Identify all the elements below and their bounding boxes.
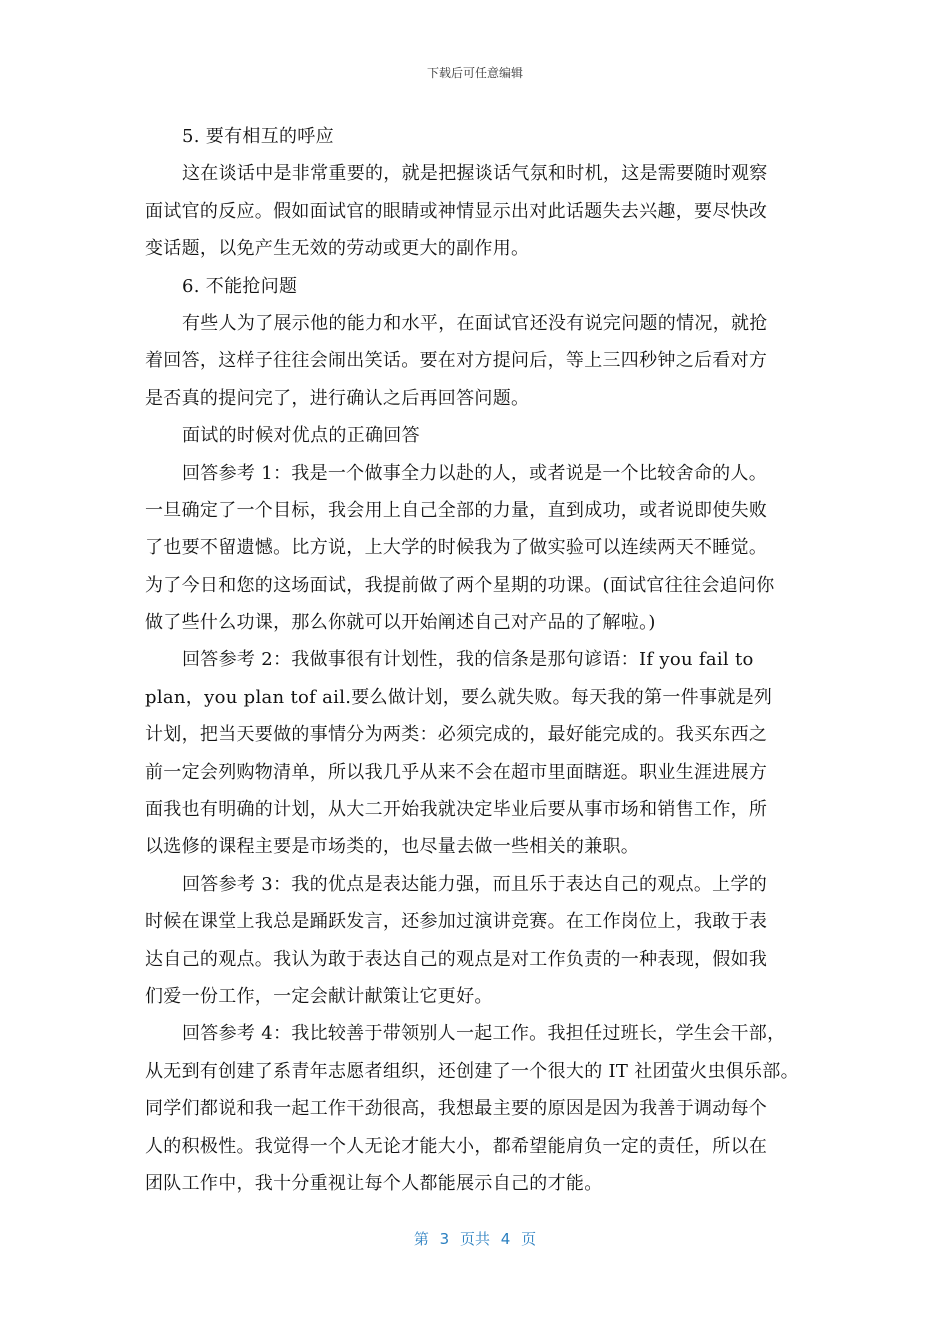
text-line: 面我也有明确的计划，从大二开始我就决定毕业后要从事市场和销售工作，所 bbox=[145, 799, 768, 821]
text-line: 回答参考 2：我做事很有计划性，我的信条是那句谚语：If you fail to bbox=[182, 649, 754, 671]
text-line: 同学们都说和我一起工作干劲很高，我想最主要的原因是因为我善于调动每个 bbox=[145, 1098, 768, 1120]
text-line: 从无到有创建了系青年志愿者组织，还创建了一个很大的 IT 社团萤火虫俱乐部。 bbox=[145, 1060, 799, 1082]
text-line: 面试官的反应。假如面试官的眼睛或神情显示出对此话题失去兴趣，要尽快改 bbox=[145, 200, 768, 222]
text-line: 团队工作中，我十分重视让每个人都能展示自己的才能。 bbox=[145, 1172, 603, 1194]
text-line: 时候在课堂上我总是踊跃发言，还参加过演讲竞赛。在工作岗位上，我敢于表 bbox=[145, 911, 768, 933]
document-body bbox=[145, 118, 825, 1202]
text-line: 一旦确定了一个目标，我会用上自己全部的力量，直到成功，或者说即使失败 bbox=[145, 499, 768, 521]
text-line: 着回答，这样子往往会闹出笑话。要在对方提问后，等上三四秒钟之后看对方 bbox=[145, 350, 768, 372]
text-line: 回答参考 4：我比较善于带领别人一起工作。我担任过班长，学生会干部， bbox=[182, 1023, 786, 1045]
text-line: 有些人为了展示他的能力和水平，在面试官还没有说完问题的情况，就抢 bbox=[182, 312, 768, 334]
text-line: plan，you plan tof ail.要么做计划，要么就失败。每天我的第一件事就是列 bbox=[145, 686, 773, 708]
text-line: 变话题，以免产生无效的劳动或更大的副作用。 bbox=[145, 238, 530, 260]
text-line: 回答参考 3：我的优点是表达能力强，而且乐于表达自己的观点。上学的 bbox=[182, 873, 768, 895]
text-line: 做了些什么功课，那么你就可以开始阐述自己对产品的了解啦。) bbox=[145, 612, 656, 634]
text-line: 为了今日和您的这场面试，我提前做了两个星期的功课。(面试官往往会追问你 bbox=[145, 574, 775, 596]
text-line: 这在谈话中是非常重要的，就是把握谈话气氛和时机，这是需要随时观察 bbox=[182, 163, 768, 185]
text-line: 们爱一份工作，一定会献计献策让它更好。 bbox=[145, 985, 493, 1007]
text-line: 以选修的课程主要是市场类的，也尽量去做一些相关的兼职。 bbox=[145, 836, 640, 858]
text-line: 人的积极性。我觉得一个人无论才能大小，都希望能肩负一定的责任，所以在 bbox=[145, 1135, 768, 1157]
text-line: 前一定会列购物清单，所以我几乎从来不会在超市里面瞎逛。职业生涯进展方 bbox=[145, 761, 768, 783]
text-line: 达自己的观点。我认为敢于表达自己的观点是对工作负责的一种表现，假如我 bbox=[145, 948, 768, 970]
text-line: 计划，把当天要做的事情分为两类：必须完成的，最好能完成的。我买东西之 bbox=[145, 724, 768, 746]
text-line: 5. 要有相互的呼应 bbox=[182, 126, 334, 147]
text-line: 面试的时候对优点的正确回答 bbox=[182, 425, 420, 447]
text-line: 6. 不能抢问题 bbox=[182, 275, 298, 297]
page-header: 下载后可任意编辑 bbox=[426, 66, 523, 80]
text-line: 了也要不留遗憾。比方说，上大学的时候我为了做实验可以连续两天不睡觉。 bbox=[145, 537, 768, 559]
text-line: 回答参考 1：我是一个做事全力以赴的人，或者说是一个比较舍命的人。 bbox=[182, 462, 768, 484]
text-line: 是否真的提问完了，进行确认之后再回答问题。 bbox=[145, 387, 530, 409]
page-footer: 第 3 页共 4 页 bbox=[413, 1230, 537, 1248]
